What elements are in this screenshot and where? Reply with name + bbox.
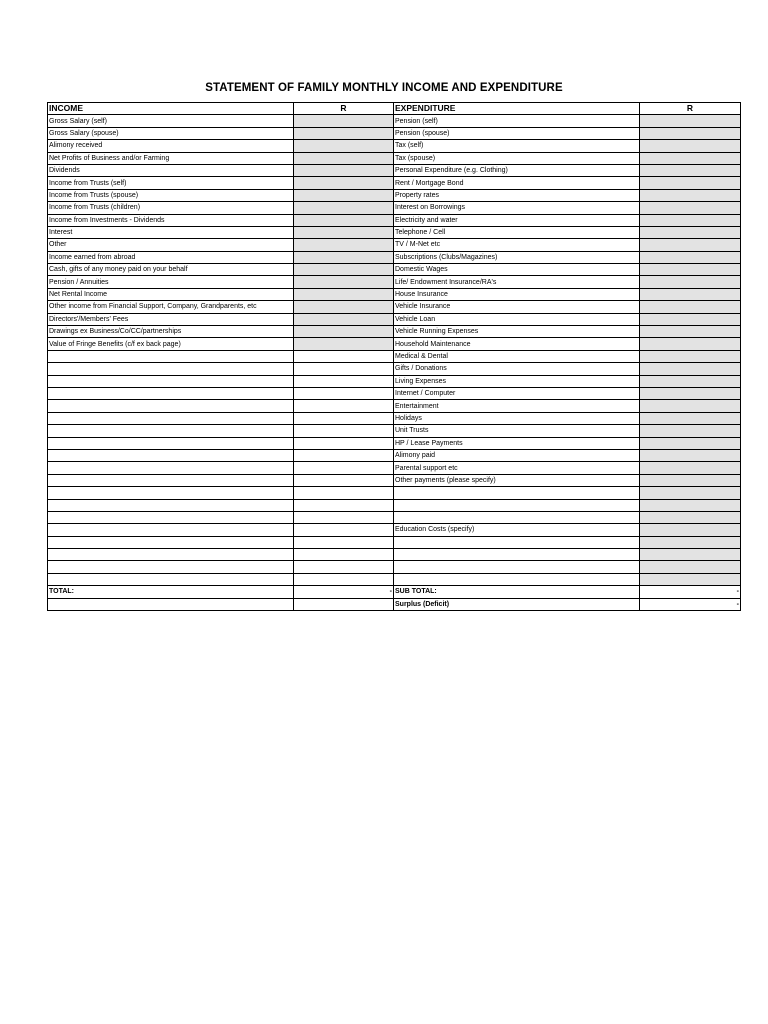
expenditure-amount-cell[interactable] — [640, 400, 741, 412]
header-row — [48, 103, 741, 115]
table-row — [48, 251, 741, 263]
income-label: Income from Trusts (children) — [48, 202, 294, 214]
expenditure-amount-cell[interactable] — [640, 375, 741, 387]
income-amount-cell[interactable] — [294, 425, 394, 437]
expenditure-label — [394, 511, 640, 523]
expenditure-label: Alimony paid — [394, 449, 640, 461]
expenditure-amount-cell[interactable] — [640, 573, 741, 585]
expenditure-label: Personal Expenditure (e.g. Clothing) — [394, 164, 640, 176]
income-amount-cell[interactable] — [294, 363, 394, 375]
income-label — [48, 363, 294, 375]
total-label: TOTAL: — [48, 586, 294, 598]
income-label — [48, 499, 294, 511]
table-row — [48, 326, 741, 338]
page-title: STATEMENT OF FAMILY MONTHLY INCOME AND EXPENDITURE — [205, 82, 563, 94]
expenditure-amount-cell[interactable] — [640, 524, 741, 536]
income-amount-cell[interactable] — [294, 239, 394, 251]
income-amount-cell[interactable] — [294, 400, 394, 412]
table-row — [48, 189, 741, 201]
income-label: Income from Trusts (self) — [48, 177, 294, 189]
expenditure-label: Household Maintenance — [394, 338, 640, 350]
income-amount-cell[interactable] — [294, 189, 394, 201]
expenditure-label — [394, 487, 640, 499]
income-label: Net Rental Income — [48, 288, 294, 300]
expenditure-label: Gifts / Donations — [394, 363, 640, 375]
expenditure-amount-cell[interactable] — [640, 301, 741, 313]
expenditure-label — [394, 549, 640, 561]
income-amount-cell[interactable] — [294, 499, 394, 511]
table-row — [48, 400, 741, 412]
income-amount-cell[interactable] — [294, 164, 394, 176]
table-row — [48, 115, 741, 127]
expenditure-label: Domestic Wages — [394, 264, 640, 276]
income-label — [48, 549, 294, 561]
expenditure-amount-cell[interactable] — [640, 164, 741, 176]
income-label: Income earned from abroad — [48, 251, 294, 263]
surplus-label: Surplus (Deficit) — [394, 598, 640, 610]
income-label: Alimony received — [48, 140, 294, 152]
income-label — [48, 350, 294, 362]
income-label: Income from Investments - Dividends — [48, 214, 294, 226]
income-amount-cell[interactable] — [294, 412, 394, 424]
expenditure-amount-cell[interactable] — [640, 561, 741, 573]
income-amount-cell[interactable] — [294, 350, 394, 362]
expenditure-amount-cell[interactable] — [640, 462, 741, 474]
expenditure-label: Pension (self) — [394, 115, 640, 127]
expenditure-amount-cell[interactable] — [640, 449, 741, 461]
expenditure-label: Unit Trusts — [394, 425, 640, 437]
expenditure-label — [394, 536, 640, 548]
table-row — [48, 239, 741, 251]
expenditure-label: House Insurance — [394, 288, 640, 300]
income-amount-cell[interactable] — [294, 487, 394, 499]
expenditure-amount-cell[interactable] — [640, 363, 741, 375]
income-amount-cell[interactable] — [294, 226, 394, 238]
expenditure-label: Telephone / Cell — [394, 226, 640, 238]
expenditure-amount-cell[interactable] — [640, 425, 741, 437]
expenditure-amount-cell[interactable] — [640, 474, 741, 486]
expenditure-label: Property rates — [394, 189, 640, 201]
expenditure-amount-cell[interactable] — [640, 214, 741, 226]
expenditure-label: Vehicle Insurance — [394, 301, 640, 313]
table-row — [48, 375, 741, 387]
income-amount-cell[interactable] — [294, 338, 394, 350]
expenditure-label: HP / Lease Payments — [394, 437, 640, 449]
expenditure-label: Parental support etc — [394, 462, 640, 474]
table-row — [48, 437, 741, 449]
income-amount-cell[interactable] — [294, 511, 394, 523]
expenditure-amount-cell[interactable] — [640, 152, 741, 164]
expenditure-amount-cell[interactable] — [640, 189, 741, 201]
expenditure-amount-cell[interactable] — [640, 115, 741, 127]
expenditure-label: Vehicle Loan — [394, 313, 640, 325]
table-row — [48, 363, 741, 375]
income-amount-cell[interactable] — [294, 387, 394, 399]
sub-total-label: SUB TOTAL: — [394, 586, 640, 598]
table-row — [48, 387, 741, 399]
income-amount-cell[interactable] — [294, 152, 394, 164]
surplus-row — [48, 598, 741, 610]
expenditure-header: EXPENDITURE — [394, 103, 640, 115]
income-amount-cell[interactable] — [294, 140, 394, 152]
income-label — [48, 524, 294, 536]
table-row — [48, 152, 741, 164]
income-amount-cell[interactable] — [294, 202, 394, 214]
expenditure-amount-cell[interactable] — [640, 412, 741, 424]
table-row — [48, 214, 741, 226]
income-label: Net Profits of Business and/or Farming — [48, 152, 294, 164]
expenditure-amount-cell[interactable] — [640, 549, 741, 561]
income-amount-cell[interactable] — [294, 549, 394, 561]
expenditure-label: TV / M-Net etc — [394, 239, 640, 251]
income-expenditure-table — [47, 102, 741, 611]
income-label: Gross Salary (self) — [48, 115, 294, 127]
table-row — [48, 549, 741, 561]
expenditure-amount-cell[interactable] — [640, 251, 741, 263]
table-row — [48, 425, 741, 437]
table-row — [48, 462, 741, 474]
expenditure-amount-cell[interactable] — [640, 350, 741, 362]
expenditure-label — [394, 573, 640, 585]
expenditure-label: Tax (spouse) — [394, 152, 640, 164]
expenditure-label: Life/ Endowment Insurance/RA's — [394, 276, 640, 288]
expenditure-amount-cell[interactable] — [640, 313, 741, 325]
table-row — [48, 350, 741, 362]
expenditure-amount-cell[interactable] — [640, 226, 741, 238]
expenditure-r-header: R — [640, 103, 741, 115]
income-amount-cell[interactable] — [294, 177, 394, 189]
income-label — [48, 511, 294, 523]
income-label — [48, 437, 294, 449]
surplus-value: - — [640, 598, 741, 610]
income-label — [48, 561, 294, 573]
income-amount-cell[interactable] — [294, 127, 394, 139]
income-amount-cell[interactable] — [294, 251, 394, 263]
expenditure-label: Medical & Dental — [394, 350, 640, 362]
income-amount-cell[interactable] — [294, 573, 394, 585]
total-row — [48, 586, 741, 598]
income-label — [48, 449, 294, 461]
income-amount-cell[interactable] — [294, 449, 394, 461]
income-label — [48, 400, 294, 412]
sub-total-value: - — [640, 586, 741, 598]
table-row — [48, 164, 741, 176]
income-amount-cell[interactable] — [294, 437, 394, 449]
expenditure-label: Pension (spouse) — [394, 127, 640, 139]
income-label: Dividends — [48, 164, 294, 176]
income-label: Cash, gifts of any money paid on your behalf — [48, 264, 294, 276]
table-row — [48, 561, 741, 573]
table-row — [48, 226, 741, 238]
income-amount-cell[interactable] — [294, 288, 394, 300]
expenditure-amount-cell[interactable] — [640, 536, 741, 548]
expenditure-amount-cell[interactable] — [640, 276, 741, 288]
expenditure-label — [394, 499, 640, 511]
income-label: Gross Salary (spouse) — [48, 127, 294, 139]
income-amount-cell[interactable] — [294, 462, 394, 474]
table-row — [48, 288, 741, 300]
table-row — [48, 264, 741, 276]
expenditure-amount-cell[interactable] — [640, 264, 741, 276]
table-row — [48, 276, 741, 288]
table-row — [48, 474, 741, 486]
expenditure-amount-cell[interactable] — [640, 499, 741, 511]
table-row — [48, 573, 741, 585]
income-label: Value of Fringe Benefits (c/f ex back page) — [48, 338, 294, 350]
expenditure-amount-cell[interactable] — [640, 202, 741, 214]
income-amount-cell[interactable] — [294, 276, 394, 288]
table-row — [48, 449, 741, 461]
income-header: INCOME — [48, 103, 294, 115]
expenditure-label: Entertainment — [394, 400, 640, 412]
expenditure-amount-cell[interactable] — [640, 140, 741, 152]
empty-cell — [48, 598, 294, 610]
expenditure-label: Electricity and water — [394, 214, 640, 226]
income-amount-cell[interactable] — [294, 313, 394, 325]
expenditure-amount-cell[interactable] — [640, 387, 741, 399]
income-label: Pension / Annuities — [48, 276, 294, 288]
table-row — [48, 536, 741, 548]
total-value: - — [294, 586, 394, 598]
income-amount-cell[interactable] — [294, 375, 394, 387]
expenditure-label: Holidays — [394, 412, 640, 424]
expenditure-amount-cell[interactable] — [640, 437, 741, 449]
income-amount-cell[interactable] — [294, 115, 394, 127]
table-row — [48, 177, 741, 189]
income-label — [48, 487, 294, 499]
table-row — [48, 127, 741, 139]
expenditure-label: Vehicle Running Expenses — [394, 326, 640, 338]
expenditure-amount-cell[interactable] — [640, 338, 741, 350]
income-label: Other — [48, 239, 294, 251]
expenditure-label: Interest on Borrowings — [394, 202, 640, 214]
income-label — [48, 474, 294, 486]
income-amount-cell[interactable] — [294, 301, 394, 313]
expenditure-amount-cell[interactable] — [640, 177, 741, 189]
income-label: Directors'/Members' Fees — [48, 313, 294, 325]
table-row — [48, 338, 741, 350]
income-label — [48, 412, 294, 424]
income-label: Drawings ex Business/Co/CC/partnerships — [48, 326, 294, 338]
expenditure-label: Other payments (please specify) — [394, 474, 640, 486]
income-amount-cell[interactable] — [294, 536, 394, 548]
table-row — [48, 301, 741, 313]
expenditure-label: Education Costs (specify) — [394, 524, 640, 536]
income-amount-cell[interactable] — [294, 474, 394, 486]
income-label — [48, 573, 294, 585]
empty-cell — [294, 598, 394, 610]
table-row — [48, 412, 741, 424]
table-row — [48, 499, 741, 511]
expenditure-label: Tax (self) — [394, 140, 640, 152]
income-amount-cell[interactable] — [294, 214, 394, 226]
expenditure-label — [394, 561, 640, 573]
expenditure-amount-cell[interactable] — [640, 239, 741, 251]
income-amount-cell[interactable] — [294, 326, 394, 338]
expenditure-label: Rent / Mortgage Bond — [394, 177, 640, 189]
expenditure-amount-cell[interactable] — [640, 487, 741, 499]
table-row — [48, 511, 741, 523]
table-row — [48, 140, 741, 152]
expenditure-label: Internet / Computer — [394, 387, 640, 399]
table-row — [48, 524, 741, 536]
income-label — [48, 375, 294, 387]
income-amount-cell[interactable] — [294, 561, 394, 573]
income-label — [48, 425, 294, 437]
table-row — [48, 202, 741, 214]
expenditure-label: Subscriptions (Clubs/Magazines) — [394, 251, 640, 263]
expenditure-amount-cell[interactable] — [640, 511, 741, 523]
table-row — [48, 487, 741, 499]
income-label: Interest — [48, 226, 294, 238]
income-amount-cell[interactable] — [294, 524, 394, 536]
income-r-header: R — [294, 103, 394, 115]
income-label — [48, 462, 294, 474]
expenditure-amount-cell[interactable] — [640, 288, 741, 300]
table-row — [48, 313, 741, 325]
income-label — [48, 536, 294, 548]
income-label: Other income from Financial Support, Company, Grandparents, etc — [48, 301, 294, 313]
expenditure-amount-cell[interactable] — [640, 127, 741, 139]
income-label: Income from Trusts (spouse) — [48, 189, 294, 201]
expenditure-label: Living Expenses — [394, 375, 640, 387]
income-label — [48, 387, 294, 399]
income-amount-cell[interactable] — [294, 264, 394, 276]
expenditure-amount-cell[interactable] — [640, 326, 741, 338]
